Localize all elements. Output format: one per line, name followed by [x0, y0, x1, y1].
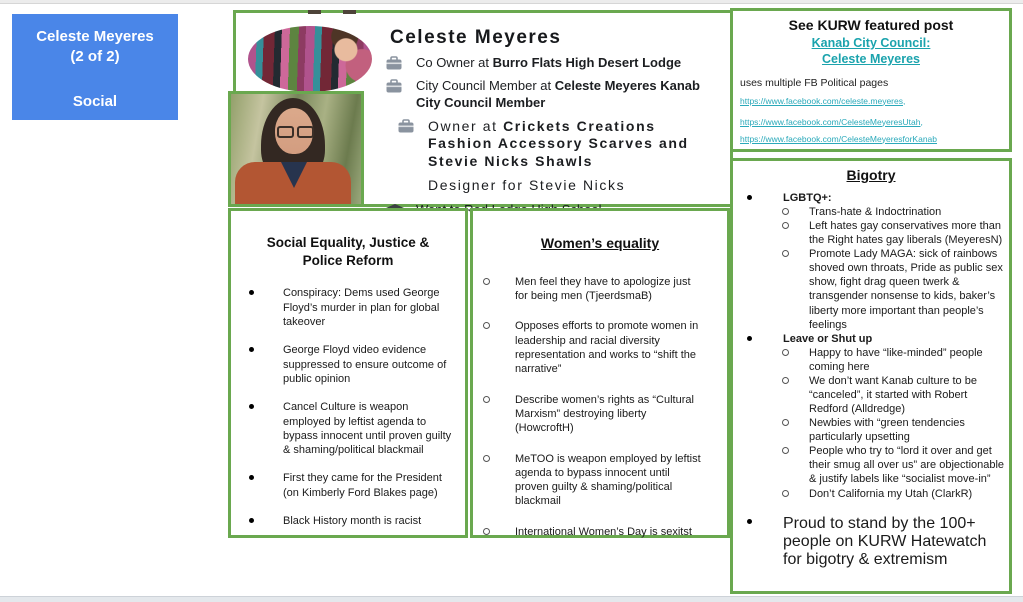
circle-bullet-icon — [782, 416, 809, 444]
canvas-bottom-edge — [0, 596, 1023, 602]
bigotry-section-items — [733, 346, 1009, 501]
border-artifact — [308, 10, 321, 14]
title-card — [12, 14, 178, 120]
profile-entry — [398, 177, 722, 195]
circle-bullet-icon — [782, 487, 809, 501]
circle-bullet-icon — [483, 525, 515, 539]
kurw-featured-link[interactable]: Kanab City Council: Celeste Meyeres — [811, 36, 931, 67]
profile-entry-text: Owner at Crickets Creations Fashion Accessory Scarves and Stevie Nicks Shawls — [428, 117, 689, 169]
bigotry-content — [733, 191, 1009, 501]
list-item: George Floyd video evidence suppressed to ensure outcome of public opinion — [231, 343, 465, 386]
list-item: Happy to have “like-minded” people coming here — [733, 346, 1009, 374]
list-item: Don’t California my Utah (ClarkR) — [733, 487, 1009, 501]
bullet-icon — [249, 343, 283, 386]
profile-entry-icon — [398, 118, 416, 171]
profile-name: Celeste Meyeres — [390, 27, 562, 48]
bullet-icon — [747, 332, 783, 346]
profile-card — [233, 10, 733, 207]
profile-entry-text: Designer for Stevie Nicks — [428, 177, 626, 194]
title-card-line2: (2 of 2) — [70, 48, 120, 66]
list-item: Trans-hate & Indoctrination — [733, 205, 1009, 219]
kurw-note: uses multiple FB Political pages — [740, 76, 889, 89]
bigotry-section-head: Leave or Shut up — [733, 332, 1009, 346]
bullet-icon — [747, 191, 783, 205]
list-item: Men feel they have to apologize just for being men (TjeerdsmaB) — [473, 275, 727, 304]
womens-equality-list — [473, 275, 727, 539]
facebook-link[interactable]: https://www.facebook.com/CelesteMeyeresforKanab — [740, 133, 938, 144]
social-equality-list — [231, 286, 465, 528]
list-item: Newbies with “green tendencies particularly upsetting — [733, 416, 1009, 444]
bullet-icon — [249, 400, 283, 457]
bigotry-section — [733, 332, 1009, 501]
circle-bullet-icon — [483, 319, 515, 376]
list-item: Opposes efforts to promote women in leadership and racial diversity representation and works to “shift the narrative” — [473, 319, 727, 376]
bigotry-section-head: LGBTQ+: — [733, 191, 1009, 205]
list-item: Cancel Culture is weapon employed by leftist agenda to bypass innocent until proven guilty & shaming/political blackmail — [231, 400, 465, 457]
profile-photo-oval — [248, 26, 372, 92]
womens-equality-card — [470, 208, 730, 538]
bullet-icon — [249, 286, 283, 329]
canvas-top-edge — [0, 0, 1023, 4]
portrait-glasses — [277, 126, 314, 138]
list-item: We don’t want Kanab culture to be “canceled”, it started with Robert Redford (Alldredge) — [733, 374, 1009, 416]
briefcase-icon — [386, 79, 402, 93]
womens-equality-title: Women’s equality — [540, 235, 660, 251]
profile-entry — [386, 55, 722, 71]
bigotry-section — [733, 191, 1009, 332]
profile-entry-icon — [386, 55, 404, 71]
list-item: International Women’s Day is sexitst — [473, 525, 727, 539]
facebook-links — [740, 96, 1009, 144]
briefcase-icon — [398, 119, 414, 133]
profile-entry — [386, 78, 722, 111]
facebook-link[interactable]: https://www.facebook.com/celeste.meyeres, — [740, 95, 906, 106]
profile-entry — [398, 118, 722, 171]
circle-bullet-icon — [782, 374, 809, 416]
border-artifact — [343, 10, 356, 14]
profile-entry-icon — [386, 78, 404, 111]
bullet-icon — [249, 514, 283, 528]
social-equality-card — [228, 208, 468, 538]
bigotry-title: Bigotry — [846, 167, 896, 183]
list-item: Describe women’s rights as “Cultural Marxism” destroying liberty (HowcroftH) — [473, 393, 727, 436]
list-item: Conspiracy: Dems used George Floyd’s murder in plan for global takeover — [231, 286, 465, 329]
title-card-subtitle: Social — [72, 92, 118, 110]
bigotry-card — [730, 158, 1012, 594]
circle-bullet-icon — [483, 452, 515, 509]
circle-bullet-icon — [782, 346, 809, 374]
list-item: Left hates gay conservatives more than the Right hates gay liberals (MeyeresN) — [733, 219, 1009, 247]
list-item: MeTOO is weapon employed by leftist agenda to bypass innocent until proven guilty & shaming/political blackmail — [473, 452, 727, 509]
bullet-icon — [249, 471, 283, 500]
profile-entry-text: Co Owner at Burro Flats High Desert Lodge — [416, 55, 682, 70]
social-equality-title: Social Equality, Justice & Police Reform — [266, 235, 430, 269]
circle-bullet-icon — [483, 393, 515, 436]
kurw-card — [730, 8, 1012, 152]
profile-photo-portrait — [228, 91, 364, 207]
list-item: Promote Lady MAGA: sick of rainbows shoved own throats, Pride as public sex show, fight drag queen twerk & transgender nonsense to kids, baker’s liberty more important than people’s feelings — [733, 247, 1009, 331]
circle-bullet-icon — [483, 275, 515, 304]
title-card-line1: Celeste Meyeres — [36, 28, 154, 45]
list-item: First they came for the President (on Kimberly Ford Blakes page) — [231, 471, 465, 500]
list-item: People who try to “lord it over and get their smug all over us” are objectionable & justify labels like “socialist move-in” — [733, 444, 1009, 486]
kurw-title: See KURW featured post — [788, 17, 954, 33]
profile-entry-icon — [398, 177, 416, 195]
facebook-link[interactable]: https://www.facebook.com/CelesteMeyeresUtah, — [740, 116, 923, 127]
bigotry-footer-bullet: Proud to stand by the 100+ people on KURW Hatewatch for bigotry & extremism — [733, 515, 1009, 569]
bullet-icon — [747, 515, 783, 569]
profile-entries — [386, 55, 722, 225]
briefcase-icon — [386, 56, 402, 70]
circle-bullet-icon — [782, 205, 809, 219]
circle-bullet-icon — [782, 247, 809, 331]
list-item: Black History month is racist — [231, 514, 465, 528]
profile-entry-text: City Council Member at Celeste Meyeres Kanab City Council Member — [416, 78, 700, 110]
bigotry-section-items — [733, 205, 1009, 332]
circle-bullet-icon — [782, 219, 809, 247]
circle-bullet-icon — [782, 444, 809, 486]
